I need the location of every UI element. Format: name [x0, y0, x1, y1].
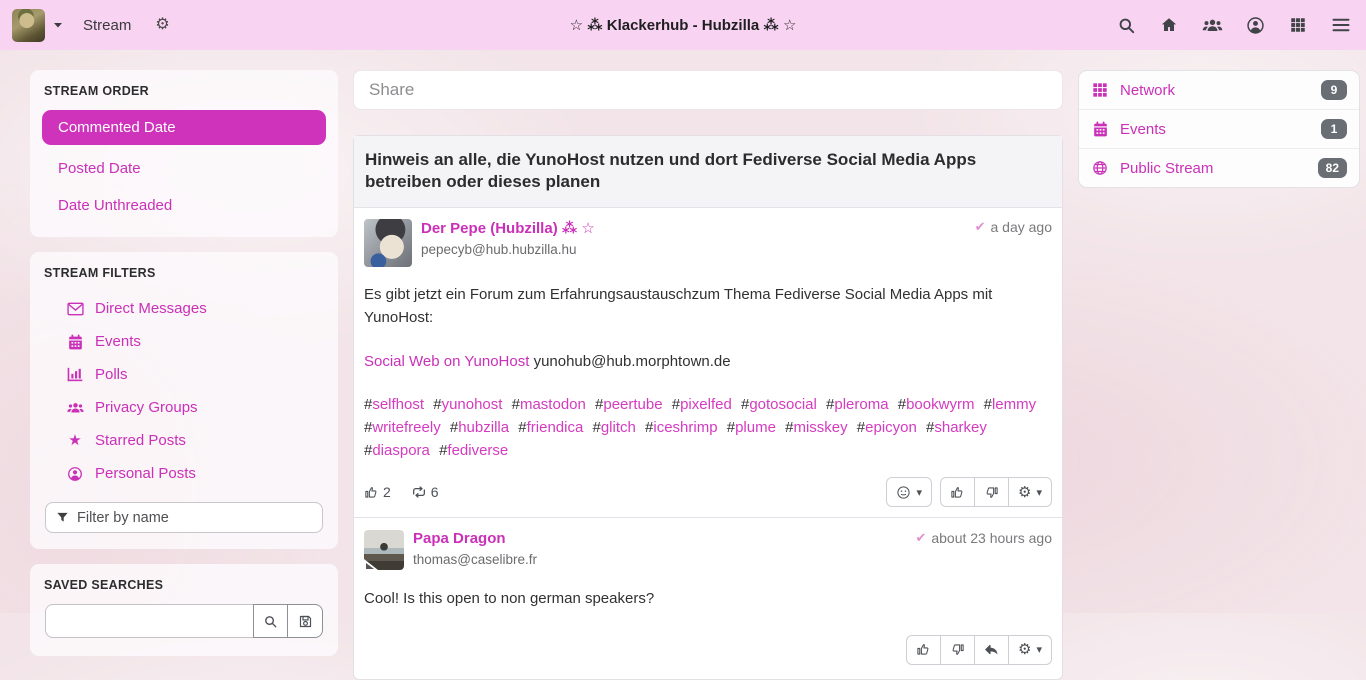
notifications-menu	[1078, 70, 1360, 188]
hash-symbol: #	[983, 396, 992, 414]
right-sidebar	[1078, 70, 1360, 188]
post-title-bar	[354, 136, 1062, 208]
app-name-stream[interactable]: Stream	[83, 16, 132, 34]
forum-link[interactable]: Social Web on YunoHost	[364, 353, 530, 371]
events-count-badge: 1	[1321, 119, 1347, 139]
hashtag	[450, 419, 509, 436]
hash-symbol: #	[926, 419, 935, 437]
comment-author-name[interactable]: Papa Dragon	[413, 530, 506, 548]
hash-symbol: #	[826, 396, 835, 414]
filter-by-name-input[interactable]	[77, 510, 312, 526]
hashtag	[857, 419, 917, 436]
post-author-info	[421, 219, 975, 257]
share-placeholder: Share	[369, 80, 415, 99]
hashtag	[595, 396, 663, 413]
group-icon[interactable]	[1201, 14, 1223, 36]
hashtag-link[interactable]: peertube	[603, 396, 663, 414]
public-stream-count-badge: 82	[1318, 158, 1347, 178]
post-buttons	[886, 477, 1052, 507]
hash-symbol: #	[449, 419, 459, 437]
home-icon[interactable]	[1158, 14, 1180, 36]
stream-filters-widget	[30, 252, 338, 549]
order-posted-date[interactable]: Posted Date	[58, 160, 141, 177]
hashtag	[645, 419, 718, 436]
navbar-right	[1115, 14, 1352, 36]
dislike-button[interactable]	[974, 477, 1009, 507]
users-icon	[66, 400, 84, 415]
globe-icon	[1091, 160, 1109, 176]
hashtag-link[interactable]: yunohost	[441, 396, 503, 414]
menu-item-public-stream[interactable]	[1079, 149, 1359, 187]
like-count-value: 2	[383, 484, 391, 501]
hash-symbol: #	[726, 419, 736, 437]
hashtag-link[interactable]: glitch	[600, 419, 636, 437]
avatar-caret-overlay	[364, 559, 378, 570]
hashtag-link[interactable]: writefreely	[372, 419, 441, 437]
filter-label: Starred Posts	[95, 432, 186, 449]
network-count-badge: 9	[1321, 80, 1347, 100]
funnel-icon	[56, 511, 69, 524]
hashtag	[364, 419, 441, 436]
save-search-button[interactable]	[288, 604, 323, 638]
comment-like-button[interactable]	[906, 635, 941, 665]
filter-starred-posts[interactable]	[42, 424, 326, 457]
hashtag	[439, 442, 508, 459]
hashtag	[672, 396, 732, 413]
comment-author-info	[413, 530, 915, 567]
hashtag-link[interactable]: friendica	[526, 419, 584, 437]
caret-down-icon: ▾	[1036, 486, 1042, 499]
stream-filters-heading: STREAM FILTERS	[44, 266, 156, 280]
hashtag	[741, 396, 817, 413]
hashtag-link[interactable]: pleroma	[834, 396, 889, 414]
saved-search-group	[45, 604, 323, 638]
like-dislike-group	[940, 477, 1052, 507]
reply-arrow-icon	[984, 643, 999, 657]
hashtag-link[interactable]: plume	[735, 419, 776, 437]
hashtag-link[interactable]: pixelfed	[680, 396, 732, 414]
comment-section	[354, 517, 1062, 679]
hashtag	[592, 419, 635, 436]
chevron-down-icon[interactable]	[53, 20, 63, 30]
caret-down-icon: ▾	[916, 486, 923, 499]
menu-item-network[interactable]	[1079, 71, 1359, 110]
verified-check-icon: ✔	[915, 530, 927, 546]
left-sidebar	[30, 70, 338, 671]
hashtag-link[interactable]: mastodon	[519, 396, 586, 414]
comment-author-address: thomas@caselibre.fr	[413, 552, 537, 568]
star-icon: ★	[68, 432, 82, 449]
hashtag-link[interactable]: bookwyrm	[906, 396, 975, 414]
filter-personal-posts[interactable]	[42, 457, 326, 490]
filter-by-name-field	[45, 502, 323, 533]
order-commented-date[interactable]: Commented Date	[42, 110, 326, 145]
bar-chart-icon	[66, 367, 84, 382]
search-icon[interactable]	[1115, 14, 1137, 36]
hashtag	[984, 396, 1037, 413]
calendar-icon	[66, 334, 84, 350]
post-timestamp	[975, 219, 1052, 235]
page-layout	[0, 50, 1366, 680]
menu-item-label: Network	[1120, 81, 1176, 99]
comment-timestamp-link[interactable]: about 23 hours ago	[931, 530, 1052, 547]
smiley-icon	[896, 485, 911, 500]
filter-label: Personal Posts	[95, 465, 196, 482]
comment-author-row	[364, 530, 1052, 570]
navbar-left	[12, 9, 170, 42]
saved-searches-widget	[30, 564, 338, 656]
filter-label: Direct Messages	[95, 300, 207, 317]
thumbs-up-icon	[364, 485, 379, 500]
repeat-count-value: 6	[430, 484, 439, 501]
thumbs-down-icon	[950, 642, 965, 657]
comment-button-group	[906, 635, 1052, 665]
order-date-unthreaded[interactable]: Date Unthreaded	[58, 197, 173, 214]
hash-symbol: #	[433, 396, 442, 414]
stream-order-heading: STREAM ORDER	[44, 84, 149, 98]
hashtag-link[interactable]: iceshrimp	[653, 419, 718, 437]
hash-symbol: #	[364, 442, 373, 460]
caret-down-icon: ▾	[1036, 644, 1042, 657]
hashtag-link[interactable]: selfhost	[372, 396, 425, 414]
site-title: ☆ ⁂ Klackerhub - Hubzilla ⁂ ☆	[569, 17, 797, 34]
navbar	[0, 0, 1366, 50]
calendar-icon	[1091, 121, 1109, 137]
hashtag	[727, 419, 776, 436]
comment-timestamp	[915, 530, 1052, 546]
channel-avatar[interactable]	[12, 9, 45, 42]
hash-symbol: #	[897, 396, 907, 414]
hash-symbol: #	[671, 396, 681, 414]
hash-symbol: #	[511, 396, 520, 414]
repeat-count[interactable]	[411, 484, 439, 500]
saved-searches-heading: SAVED SEARCHES	[44, 578, 164, 592]
filter-privacy-groups[interactable]	[42, 391, 326, 424]
post-options-button[interactable]	[1008, 477, 1052, 507]
hashtag-link[interactable]: diaspora	[372, 442, 430, 460]
emoji-react-button[interactable]	[886, 477, 932, 507]
thumbs-up-icon	[916, 642, 931, 657]
hash-symbol: #	[856, 419, 866, 437]
forum-address: yunohub@hub.morphtown.de	[533, 353, 731, 371]
hashtag	[926, 419, 987, 436]
post-action-row	[364, 477, 1052, 517]
hash-symbol: #	[518, 419, 527, 437]
post-author-avatar[interactable]	[364, 219, 412, 267]
verified-check-icon: ✔	[974, 218, 986, 234]
post-link-line	[364, 353, 1052, 370]
like-button[interactable]	[940, 477, 975, 507]
hash-symbol: #	[740, 396, 750, 414]
hashtag-link[interactable]: epicyon	[865, 419, 917, 437]
thumbs-down-icon	[984, 485, 999, 500]
hashtag	[518, 419, 583, 436]
hashtag-link[interactable]: sharkey	[934, 419, 987, 437]
menu-item-label: Events	[1120, 120, 1166, 138]
hashtag	[898, 396, 975, 413]
post-author-name[interactable]: Der Pepe (Hubzilla) ⁂ ☆	[421, 219, 595, 237]
hash-symbol: #	[595, 396, 604, 414]
filter-polls[interactable]	[42, 358, 326, 391]
comment-dislike-button[interactable]	[940, 635, 975, 665]
hashtag	[433, 396, 502, 413]
comment-reply-button[interactable]	[974, 635, 1009, 665]
menu-item-events[interactable]	[1079, 110, 1359, 149]
post-counts	[364, 484, 439, 500]
hashtag-link[interactable]: lemmy	[991, 396, 1037, 414]
hashtag	[826, 396, 889, 413]
comment-author-avatar[interactable]	[364, 530, 404, 570]
comment-options-button[interactable]	[1008, 635, 1052, 665]
filter-label: Privacy Groups	[95, 399, 198, 416]
menu-item-label: Public Stream	[1120, 159, 1214, 177]
gear-icon: ⚙	[1018, 641, 1032, 659]
thumbs-up-icon	[950, 485, 965, 500]
filter-label: Events	[95, 333, 141, 350]
filter-label: Polls	[95, 366, 128, 383]
post-body-section	[354, 208, 1062, 517]
saved-search-input[interactable]	[45, 604, 253, 638]
filter-direct-messages[interactable]	[42, 292, 326, 325]
saved-search-submit-button[interactable]	[253, 604, 288, 638]
comment-text: Cool! Is this open to non german speakers?	[364, 590, 655, 608]
repeat-icon	[411, 485, 427, 499]
account-icon[interactable]	[1244, 14, 1266, 36]
post-text: Es gibt jetzt ein Forum zum Erfahrungsaustauschzum Thema Fediverse Social Media Apps mit YunoHost:	[364, 285, 993, 326]
reaction-group	[886, 477, 932, 507]
hashtag-link[interactable]: fediverse	[447, 442, 509, 460]
post-author-row	[364, 219, 1052, 267]
comment-buttons	[364, 635, 1052, 665]
person-circle-icon	[66, 466, 84, 482]
hashtag	[364, 396, 424, 413]
hash-symbol: #	[364, 396, 373, 414]
gear-icon: ⚙	[1018, 483, 1032, 501]
hashtag	[785, 419, 848, 436]
main-column	[353, 70, 1063, 680]
hashtag-link[interactable]: hubzilla	[458, 419, 510, 437]
post-author-address: pepecyb@hub.hubzilla.hu	[421, 241, 577, 257]
hash-symbol: #	[364, 419, 373, 437]
post-title: Hinweis an alle, die YunoHost nutzen und dort Fediverse Social Media Apps betreiben oder dieses planen	[365, 150, 977, 192]
stream-order-widget	[30, 70, 338, 237]
hashtag-link[interactable]: gotosocial	[749, 396, 817, 414]
grid-icon	[1091, 82, 1109, 98]
hashtag	[512, 396, 586, 413]
post-card	[353, 135, 1063, 680]
hash-symbol: #	[645, 419, 654, 437]
hashtag	[364, 442, 430, 459]
share-composer[interactable]	[353, 70, 1063, 110]
like-count[interactable]	[364, 484, 391, 500]
hash-symbol: #	[785, 419, 794, 437]
hashtag-list	[364, 394, 1052, 463]
hamburger-menu-icon[interactable]	[1330, 14, 1352, 36]
app-settings-gear-icon[interactable]: ⚙	[155, 16, 170, 33]
hash-symbol: #	[439, 442, 448, 460]
hashtag-link[interactable]: misskey	[793, 419, 848, 437]
post-timestamp-link[interactable]: a day ago	[990, 218, 1052, 235]
envelope-icon	[66, 302, 84, 316]
apps-grid-icon[interactable]	[1287, 14, 1309, 36]
filter-events[interactable]	[42, 325, 326, 358]
hash-symbol: #	[592, 419, 601, 437]
